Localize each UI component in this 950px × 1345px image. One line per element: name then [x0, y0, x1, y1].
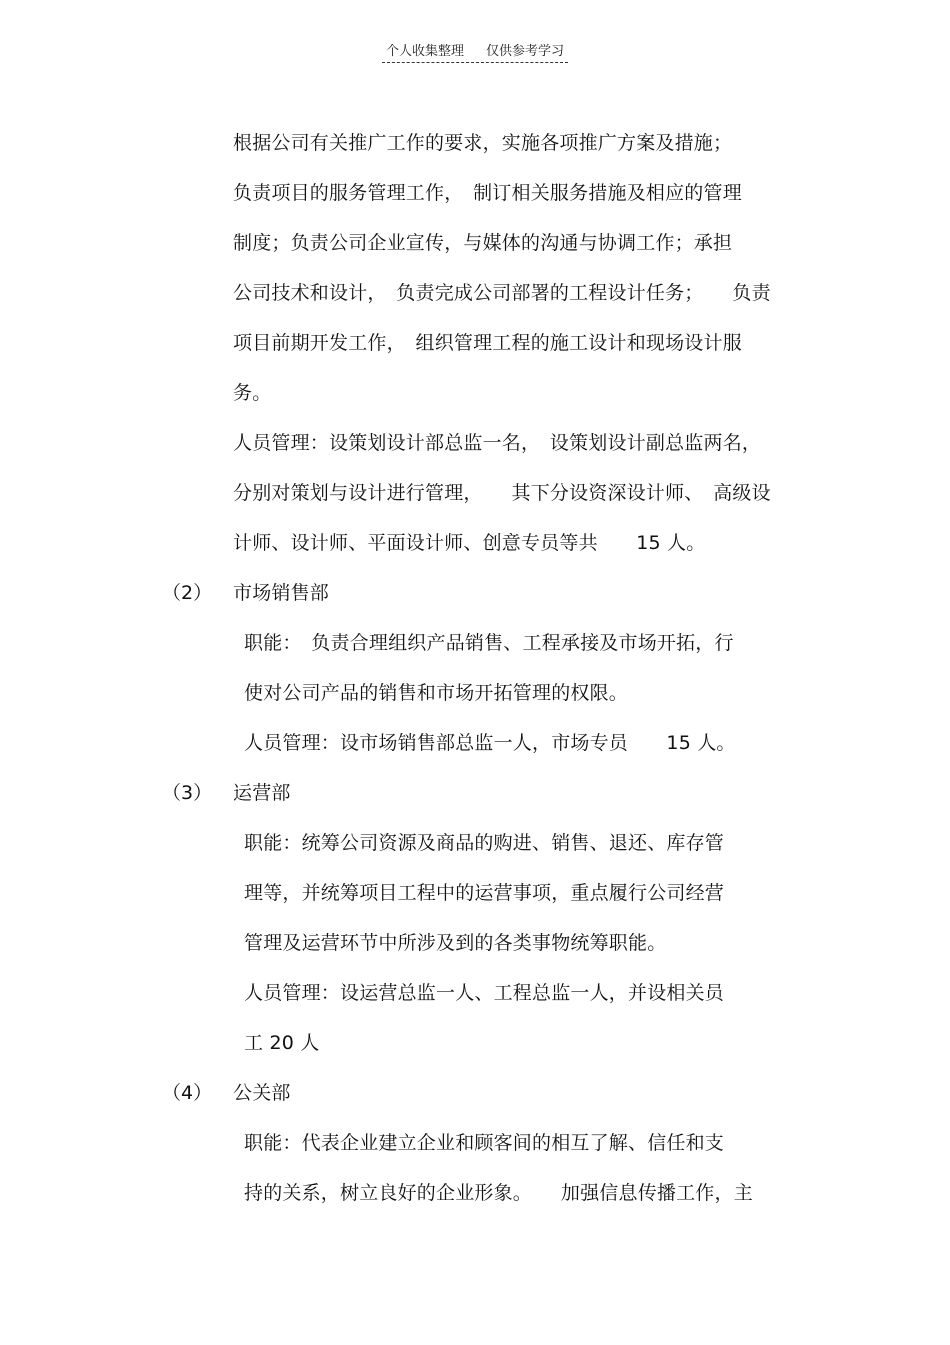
header-left: 个人收集整理: [385, 44, 464, 59]
paragraph-line: 计师、设计师、平面设计师、创意专员等共 15 人。: [233, 532, 706, 554]
paragraph-line: 职能：统筹公司资源及商品的购进、销售、退还、库存管: [244, 832, 725, 854]
paragraph-line: 管理及运营环节中所涉及到的各类事物统筹职能。: [244, 932, 667, 954]
paragraph-line: 负责项目的服务管理工作， 制订相关服务措施及相应的管理: [233, 182, 742, 204]
paragraph-line: 人员管理：设运营总监一人、工程总监一人，并设相关员: [244, 982, 725, 1004]
section-number: （3）: [162, 782, 213, 804]
section-number: （2）: [162, 582, 213, 604]
paragraph-line: 工 20 人: [244, 1032, 320, 1054]
paragraph-line: 制度；负责公司企业宣传，与媒体的沟通与协调工作；承担: [233, 232, 733, 254]
paragraph-line: 公司技术和设计， 负责完成公司部署的工程设计任务； 负责: [233, 282, 771, 304]
paragraph-line: 理等，并统筹项目工程中的运营事项，重点履行公司经营: [244, 882, 725, 904]
page-header: [0, 40, 950, 63]
section-title: 市场销售部: [233, 582, 330, 604]
paragraph-line: 人员管理：设市场销售部总监一人，市场专员 15 人。: [244, 732, 736, 754]
paragraph-line: 根据公司有关推广工作的要求，实施各项推广方案及措施；: [233, 132, 733, 154]
paragraph-line: 持的关系，树立良好的企业形象。 加强信息传播工作，主: [244, 1182, 753, 1204]
paragraph-line: 项目前期开发工作， 组织管理工程的施工设计和现场设计服: [233, 332, 742, 354]
paragraph-line: 职能：代表企业建立企业和顾客间的相互了解、信任和支: [244, 1132, 725, 1154]
paragraph-line: 分别对策划与设计进行管理， 其下分设资深设计师、 高级设: [233, 482, 771, 504]
paragraph-line: 务。: [233, 382, 272, 404]
paragraph-line: 人员管理：设策划设计部总监一名， 设策划设计副总监两名，: [233, 432, 762, 454]
section-number: （4）: [162, 1082, 213, 1104]
section-title: 运营部: [233, 782, 291, 804]
header-right: 仅供参考学习: [486, 44, 565, 59]
section-title: 公关部: [233, 1082, 291, 1104]
paragraph-line: 职能： 负责合理组织产品销售、工程承接及市场开拓，行: [244, 632, 734, 654]
paragraph-line: 使对公司产品的销售和市场开拓管理的权限。: [244, 682, 629, 704]
header-text: [382, 40, 568, 63]
